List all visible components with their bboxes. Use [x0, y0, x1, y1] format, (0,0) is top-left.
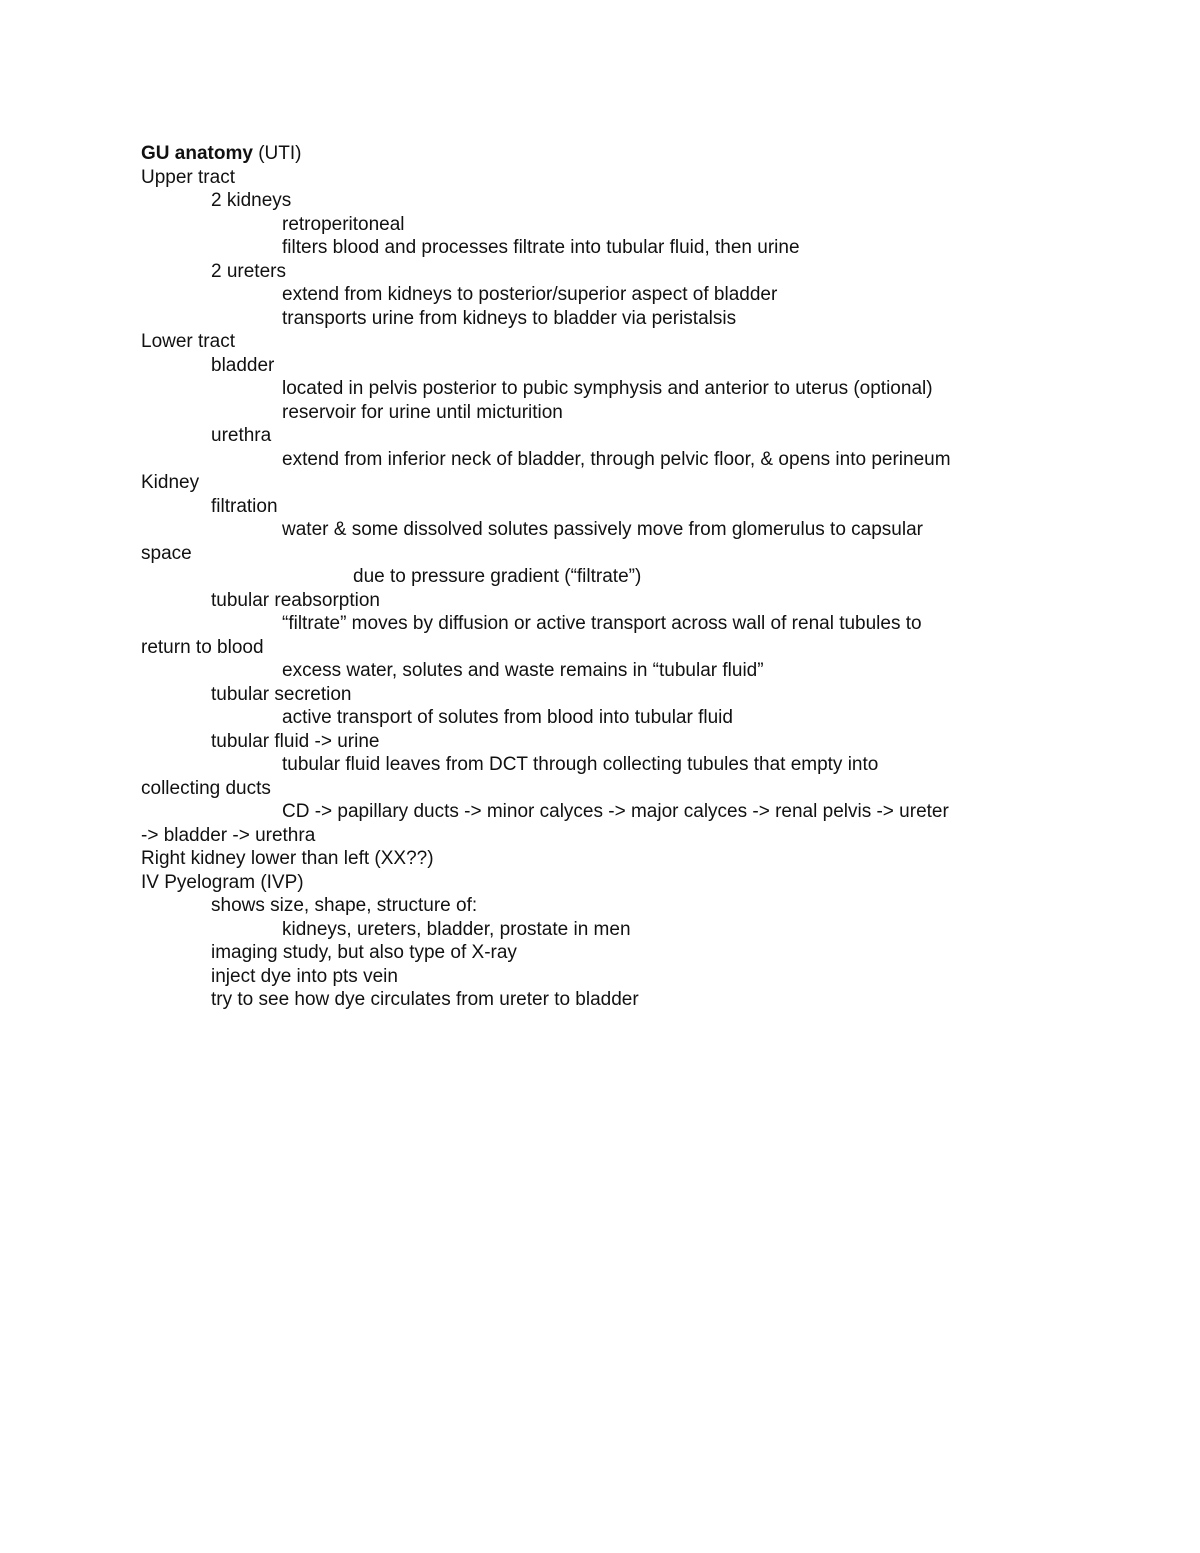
detail-reabsorption-moves: “filtrate” moves by diffusion or active transport across wall of renal tubules to: [282, 613, 922, 634]
detail-pressure-gradient: due to pressure gradient (“filtrate”): [353, 566, 642, 587]
title-rest: (UTI): [252, 143, 302, 164]
heading-iv-pyelogram: IV Pyelogram (IVP): [141, 871, 304, 893]
document-title: [141, 142, 1061, 166]
detail-fluid-wrap: collecting ducts: [141, 777, 271, 799]
detail-ureters-transport: transports urine from kidneys to bladder via peristalsis: [282, 307, 737, 329]
title-bold: GU anatomy: [141, 143, 253, 164]
item-kidneys: 2 kidneys: [211, 190, 292, 211]
detail-bladder-location: located in pelvis posterior to pubic symphysis and anterior to uterus (optional): [282, 378, 933, 399]
item-shows-size: shows size, shape, structure of:: [211, 895, 478, 916]
item-bladder: bladder: [211, 354, 275, 376]
detail-retroperitoneal: retroperitoneal: [282, 213, 405, 235]
heading-lower-tract: Lower tract: [141, 331, 235, 352]
detail-bladder-reservoir: reservoir for urine until micturition: [282, 401, 563, 423]
item-imaging-study: imaging study, but also type of X-ray: [211, 942, 517, 963]
detail-filtration-water: water & some dissolved solutes passively move from glomerulus to capsular: [282, 519, 923, 540]
item-filtration: filtration: [211, 495, 278, 517]
detail-filters-blood: filters blood and processes filtrate into tubular fluid, then urine: [282, 237, 800, 258]
item-ureters: 2 ureters: [211, 260, 286, 282]
detail-active-transport: active transport of solutes from blood into tubular fluid: [282, 707, 733, 728]
detail-cd-path: CD -> papillary ducts -> minor calyces -> major calyces -> renal pelvis -> ureter: [282, 801, 949, 822]
notes-body: [141, 142, 1061, 1012]
item-tubular-fluid-urine: tubular fluid -> urine: [211, 730, 380, 752]
detail-urethra-extend: extend from inferior neck of bladder, through pelvic floor, & opens into perineum: [282, 448, 951, 470]
heading-kidney: Kidney: [141, 472, 200, 493]
detail-cd-path-wrap: -> bladder -> urethra: [141, 824, 316, 846]
item-urethra: urethra: [211, 425, 272, 446]
note-right-kidney: Right kidney lower than left (XX??): [141, 848, 434, 869]
detail-ureters-extend: extend from kidneys to posterior/superior aspect of bladder: [282, 284, 778, 305]
detail-reabsorption-wrap: return to blood: [141, 636, 264, 658]
item-inject-dye: inject dye into pts vein: [211, 965, 398, 987]
heading-upper-tract: Upper tract: [141, 166, 235, 188]
item-tubular-secretion: tubular secretion: [211, 683, 352, 705]
detail-structures: kidneys, ureters, bladder, prostate in men: [282, 918, 631, 940]
detail-filtration-wrap: space: [141, 542, 192, 564]
detail-fluid-leaves: tubular fluid leaves from DCT through collecting tubules that empty into: [282, 754, 879, 775]
detail-excess-water: excess water, solutes and waste remains in “tubular fluid”: [282, 660, 764, 681]
item-dye-circulates: try to see how dye circulates from ureter to bladder: [211, 989, 639, 1010]
item-tubular-reabsorption: tubular reabsorption: [211, 589, 380, 611]
